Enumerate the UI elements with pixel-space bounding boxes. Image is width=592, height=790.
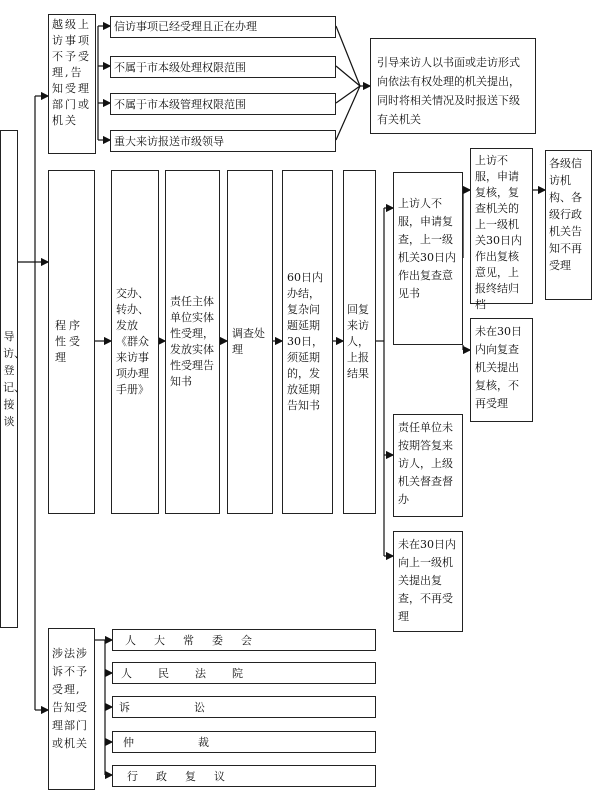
- step-assign-label: 交办、转办、发放《群众来访事项办理手册》: [116, 287, 149, 396]
- step-reply-label: 回复来访人，上报结果: [347, 303, 369, 380]
- top-result-label: 引导来访人以书面或走访形式向依法有权处理的机关提出，同时将相关情况及时报送下级有关机关: [377, 56, 520, 126]
- bottom-item-5: [112, 765, 376, 787]
- top-item-2-label: 不属于市本级处理权限范围: [114, 61, 246, 74]
- bottom-item-2-label: 人民法院: [121, 667, 269, 680]
- step-substantive-label: 责任主体单位实体性受理，发放实体性受理告知书: [170, 295, 214, 388]
- branch-noreview-label: 未在30日内向上一级机关提出复查，不再受理: [398, 538, 456, 623]
- top-main-node: [48, 14, 96, 154]
- bottom-item-2: [112, 662, 376, 684]
- branch-supervise-node: [393, 414, 463, 517]
- top-main-label: 越级上访事项不予受理,告知受理部门或机关: [52, 18, 91, 127]
- root-node: [0, 130, 25, 628]
- bottom-item-3-label: 诉讼: [119, 701, 269, 714]
- branch-recheck-node: [470, 148, 533, 311]
- procedural-acceptance-node: [48, 170, 95, 514]
- top-result-node: [370, 38, 536, 134]
- step-assign-node: [111, 170, 159, 514]
- bottom-item-1: [112, 629, 376, 651]
- bottom-main-node: [48, 628, 95, 790]
- top-item-1: [110, 16, 336, 38]
- step-reply-node: [343, 170, 376, 514]
- step-investigate-node: [227, 170, 273, 514]
- top-item-4: [110, 130, 336, 152]
- step-investigate-label: 调查处理: [232, 327, 265, 356]
- bottom-item-4-label: 仲裁: [123, 736, 273, 749]
- branch-norecheck-label: 未在30日内向复查机关提出复核，不再受理: [475, 325, 522, 410]
- step-deadline-node: [282, 170, 333, 514]
- bottom-item-4: [112, 731, 376, 753]
- bottom-main-label: 涉法涉诉不予受理,告知受理部门或机关: [52, 647, 88, 750]
- top-item-4-label: 重大来访报送市级领导: [114, 135, 224, 148]
- branch-recheck-label: 上访不服，申请复核，复查机关的上一级机关30日内作出复核意见，上报终结归档: [475, 154, 522, 311]
- branch-final-node: [545, 150, 592, 300]
- step-deadline-label: 60日内办结，复杂问题延期30日，须延期的，发放延期告知书: [287, 271, 323, 412]
- procedural-acceptance-label: 程序性受理: [55, 319, 83, 364]
- root-label: 导访、登记、接谈: [3, 330, 25, 428]
- branch-final-label: 各级信访机构、各级行政机关告知不再受理: [549, 157, 582, 272]
- branch-norecheck-node: [470, 318, 533, 422]
- branch-noreview-node: [393, 531, 463, 632]
- top-item-3-label: 不属于市本级管理权限范围: [114, 98, 246, 111]
- branch-review-label: 上访人不服，申请复查，上一级机关30日内作出复查意见书: [398, 197, 456, 300]
- branch-supervise-label: 责任单位未按期答复来访人，上级机关督查督办: [398, 421, 453, 506]
- bottom-item-1-label: 人大常委会: [125, 634, 270, 647]
- step-substantive-node: [165, 170, 220, 514]
- top-item-1-label: 信访事项已经受理且正在办理: [114, 20, 257, 33]
- bottom-item-3: [112, 696, 376, 718]
- top-item-3: [110, 93, 336, 115]
- bottom-item-5-label: 行政复议: [127, 770, 243, 783]
- top-item-2: [110, 56, 336, 78]
- branch-review-node: [393, 172, 463, 345]
